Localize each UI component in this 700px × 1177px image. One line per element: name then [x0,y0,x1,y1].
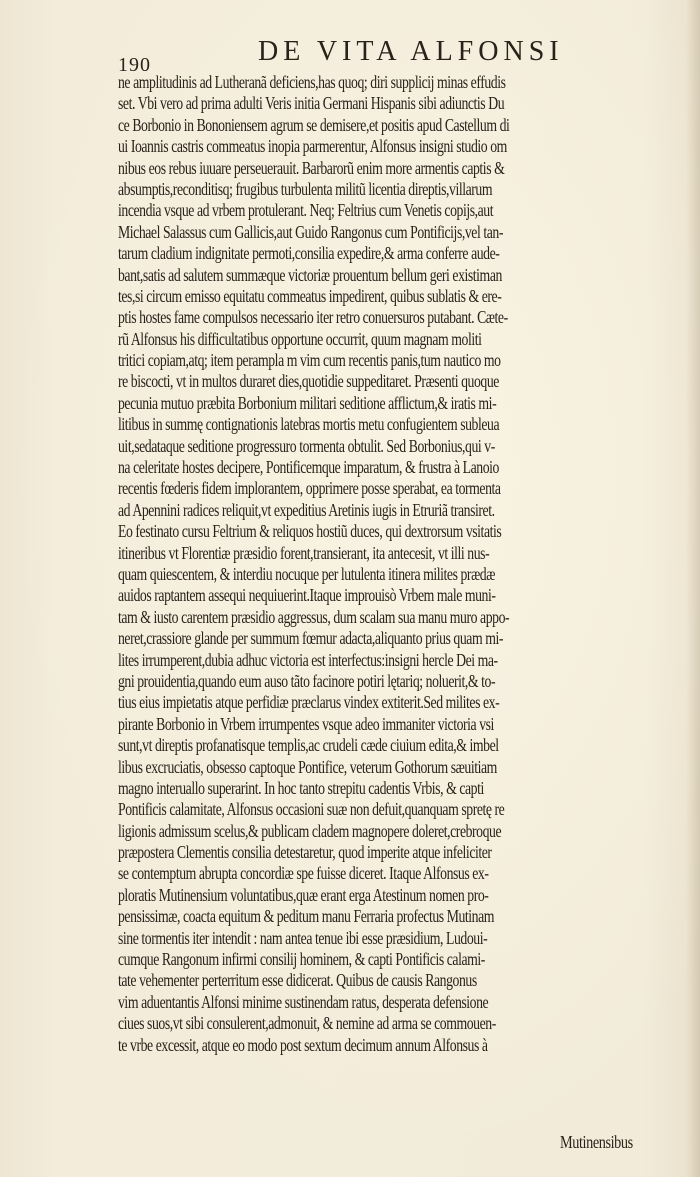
text-line: cumque Rangonum infirmi consilij hominem, & capti Pontificis calami- [118,949,485,970]
text-line: libus excruciatis, obsesso captoque Pontifice, veterum Gothorum sæuitiam [118,756,497,777]
text-line: Michael Salassus cum Gallicis,aut Guido Rangonus cum Pontificijs,vel tan- [118,221,503,242]
text-line: tes,si circum emisso equitatu commeatus impedirent, quibus sublatis & ere- [118,285,502,306]
text-line: quam quiescentem, & interdiu nocuque per lutulenta itinera milites prædæ [118,563,495,584]
text-line: ui Ioannis castris commeatus inopia parmerentur, Alfonsus insigni studio om [118,136,507,157]
text-line: uit,sedataque seditione progressuro tormenta obtulit. Sed Borbonius,qui v- [118,435,495,456]
text-line: tarum cladium indignitate permoti,consilia expedire,& arma conferre aude- [118,243,500,264]
text-line: tritici copiam,atq; item perampla m vim cum recentis panis,tum nautico mo [118,350,501,371]
page-header [118,30,688,76]
gutter-shadow [686,0,700,1177]
text-line: sunt,vt direptis profanatisque templis,ac crudeli cæde ciuium edita,& imbel [118,735,499,756]
text-line: nibus eos rebus iuuare perseuerauit. Barbarorũ enim more armentis captis & [118,157,505,178]
text-line: neret,crassiore glande per summum fœmur adacta,aliquanto prius quam mi- [118,628,504,649]
text-line: sine tormentis iter intendit : nam antea tenue ibi esse præsidium, Ludoui- [118,927,488,948]
page-number: 190 [118,54,151,76]
text-line: ploratis Mutinensium voluntatibus,quæ erant erga Atestinum nomen pro- [118,884,489,905]
text-line: pensissimæ, coacta equitum & peditum manu Ferraria profectus Mutinam [118,906,495,927]
text-line: incendia vsque ad vrbem protulerant. Neq; Feltrius cum Venetis copijs,aut [118,200,494,221]
catchword: Mutinensibus [560,1132,633,1152]
text-line: litibus in summę contignationis latebras mortis metu confugientem subleua [118,414,500,435]
text-line: Pontificis calamitate, Alfonsus occasioni suæ non defuit,quanquam spretę re [118,799,505,820]
text-line: ptis hostes fame compulsos necessario iter retro conuersuros putabant. Cæte- [118,307,508,328]
text-line: magno interuallo superarint. In hoc tanto strepitu cadentis Vrbis, & capti [118,777,484,798]
body-text [118,72,688,1056]
text-line: pirante Borbonio in Vrbem irrumpentes vsque adeo immaniter victoria vsi [118,713,494,734]
text-line: lites irrumperent,dubia adhuc victoria est interfectus:insigni hercle Dei ma- [118,649,498,670]
text-line: pecunia mutuo præbita Borbonium militari seditione afflictum,& iratis mi- [118,392,497,413]
text-line: re biscocti, vt in multos duraret dies,quotidie suppeditaret. Præsenti quoque [118,371,499,392]
text-line: tam & iusto carentem præsidio aggressus, dum scalam sua manu muro appo- [118,606,510,627]
text-line: tate vehementer perterritum esse didicerat. Quibus de causis Rangonus [118,970,477,991]
text-line: præpostera Clementis consilia detestaretur, quod imperite atque infeliciter [118,842,492,863]
text-line: absumptis,reconditisq; frugibus turbulenta militũ licentia direptis,villarum [118,178,493,199]
text-line: bant,satis ad salutem summæque victoriæ prouentum bellum geri existiman [118,264,502,285]
text-line: na celeritate hostes decipere, Pontificemque imparatum, & frustra à Lanoio [118,457,500,478]
text-line: Eo festinato cursu Feltrium & reliquos hostiũ duces, qui dextrorsum vsitatis [118,521,502,542]
text-line: itineribus vt Florentiæ præsidio forent,transierant, ita antecesit, vt illi nus- [118,542,490,563]
text-line: ne amplitudinis ad Lutheranã deficiens,has quoq; diri supplicij minas effudis [118,72,506,92]
text-line: ad Apennini radices reliquit,vt expeditius Aretinis iugis in Etruriã transiret. [118,499,495,520]
text-line: auidos raptantem assequi nequiuerint.Itaque improuisò Vrbem male muni- [118,585,496,606]
text-line: se contemptum abrupta concordiæ spe fuisse diceret. Itaque Alfonsus ex- [118,863,489,884]
text-line: ligionis admissum scelus,& publicam cladem magnopere doleret,crebroque [118,820,502,841]
text-line: ciues suos,vt sibi consulerent,admonuit, & nemine ad arma se commouen- [118,1013,496,1034]
text-line: recentis fœderis fidem implorantem, opprimere posse sperabat, ea tormenta [118,478,501,499]
text-line: te vrbe excessit, atque eo modo post sextum decimum annum Alfonsus à [118,1034,488,1055]
text-line: set. Vbi vero ad prima adulti Veris initia Germani Hispanis sibi adiunctis Du [118,93,505,114]
running-title: DE VITA ALFONSI [258,36,564,67]
text-line: ce Borbonio in Bononiensem agrum se demisere,et positis apud Castellum di [118,114,510,135]
text-line: vim aduentantis Alfonsi minime sustinendam ratus, desperata defensione [118,991,489,1012]
text-line: tius eius impietatis atque perfidiæ præclarus vindex extiterit.Sed milites ex- [118,692,500,713]
text-line: gni prouidentia,quando eum auso tãto facinore potiri lętariq; noluerit,& to- [118,670,496,691]
text-line: rũ Alfonsus his difficultatibus opportune occurrit, quum magnam moliti [118,328,482,349]
